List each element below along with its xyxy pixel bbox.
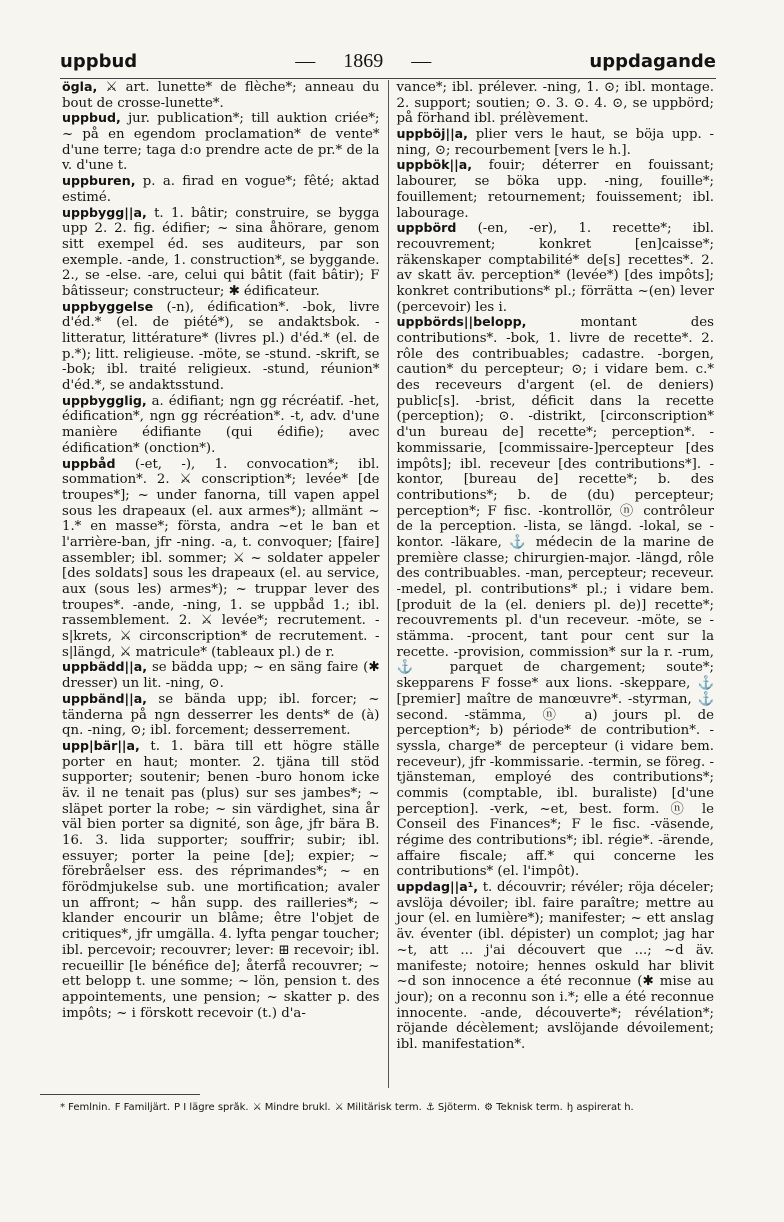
dictionary-entry: [62, 174, 380, 205]
dictionary-entry: [397, 158, 715, 221]
footer-rule: [40, 1094, 200, 1095]
dictionary-entry: [62, 80, 380, 111]
dash-right: —: [411, 49, 432, 72]
entry-headword: uppbök||a,: [396, 157, 473, 173]
entry-headword: upp|bär||a,: [62, 737, 140, 753]
entry-headword: uppburen,: [62, 173, 136, 189]
entry-headword: uppbörd: [396, 220, 457, 236]
dictionary-columns: [60, 80, 716, 1088]
entry-definition: se bända upp; ibl. forcer; ~ tänderna på ngn desserrer les dents* de (à) qn. -ning, ⊙; ibl. forcement; desserrement.: [62, 691, 380, 739]
dictionary-entry: [62, 394, 380, 457]
entry-headword: uppbåd: [62, 455, 116, 471]
dictionary-entry: [62, 739, 380, 1021]
entry-definition: t. 1. bära till ett högre ställe porter en haut; monter. 2. tjäna till stöd supporter; soutenir; benen -buro honom icke äv. il ne tenait pas (plus) sur ses jambes*; ~ släpet porter la robe; ~ sin värdighet, sina år väl bien porter sa dignité, son âge, jfr bära B. 16. 3. lida supporter; souffrir; subir; ibl. essuyer; porter la peine [de]; expier; ~ förebråelser ess. des réprimandes*; ~ en förödmjukelse sub. une mortification; avaler un affront; ~ hån supp. des railleries*; ~ klander encourir un blâme; être l'objet de critiques*, jfr umgälla. 4. lyfta pengar toucher; ibl. percevoir; recouvrer; lever: ⊞ recevoir; ibl. recueillir [le bénéfice de]; återfå recouvrer; ~ ett belopp t. une somme; ~ lön, pension t. des appointements, une pension; ~ skatter p. des impôts; ~ i förskott recevoir (t.) d'a-: [62, 738, 380, 1021]
entry-definition: a. édifiant; ngn gg récréatif. -het, édification*, ngn gg récréation*. -t, adv. d'une manière édifiante (qui édifie); avec édification* (onction*).: [62, 393, 380, 456]
dictionary-entry: [397, 80, 715, 127]
entry-headword: uppbänd||a,: [62, 690, 147, 706]
entry-definition: t. découvrir; révéler; röja déceler; avslöja dévoiler; ibl. faire paraître; mettre au jour (el. en lumière*); manifester; ~ ett anslag äv. éventer (ibl. dépister) un complot; jag har ~t, att ... j'ai découvert que ...; ~d äv. manifeste; notoire; hennes oskuld har blivit ~d son innocence a été reconnue (✱ mise au jour); on a reconnu son i.*; elle a été reconnue innocente. -ande, découverte*; révélation*; röjande décèlement; avslöjande dévoilement; ibl. manifestation*.: [396, 880, 714, 1052]
page-number: 1869: [343, 49, 384, 72]
entry-headword: uppdag||a¹,: [396, 879, 479, 895]
page-header: [60, 44, 716, 79]
entry-headword: ögla,: [62, 80, 98, 94]
legend-item: ⚓ Sjöterm.: [425, 1102, 481, 1113]
legend-item: ⚔ Mindre brukl.: [252, 1102, 331, 1113]
entry-headword: uppbädd||a,: [62, 659, 148, 675]
entry-definition: montant des contributions*. -bok, 1. livre de recette*. 2. rôle des contribuables; cadastre. -borgen, caution* du percepteur; ⊙; i vidare bem. c.* des receveurs d'argent (el. de deniers) public[s]. -brist, déficit dans la recette (perception); ⊙. -distrikt, [circonscription* d'un bureau de] recette*; perception*. -kommissarie, [commissaire-]percepteur [des impôts]; ibl. receveur [des contributions*]. -kontor, [bureau de] recette*; b. des contributions*; b. de (du) percepteur; perception*; F fisc. -kontrollör, ⓝ contrôleur de la perception. -lista, se längd. -lokal, se -kontor. -läkare, ⚓ médecin de la marine de première classe; chirurgien-major. -längd, rôle des contribuables. -man, percepteur; receveur. -medel, pl. contributions* pl.; i vidare bem. [produit de la (el. deniers pl. de)] recette*; recouvrements pl. d'un receveur. -möte, se -stämma. -procent, tant pour cent sur la recette. -provision, commission* sur la r. -rum, ⚓ parquet de chargement; soute*; skepparens F fosse* aux lions. -skeppare, ⚓ [premier] maître de manœuvre*. -styrman, ⚓ second. -stämma, ⓝ a) jours pl. de perception*; b) période* de contribution*. -syssla, charge* de percepteur (i vidare bem. receveur), jfr -kommissarie. -termin, se föreg. -tjänsteman, employé des contributions*; commis (comptable, ibl. buraliste) [d'une perception]. -verk, ~et, best. form. ⓝ le Conseil des Finances*; F le fisc. -väsende, régime des contributions*; ibl. régie*. -ärende, affaire fiscale; aff.* qui concerne les contributions* (el. l'impôt).: [396, 315, 714, 880]
entry-headword: uppbygg||a,: [62, 204, 147, 220]
entry-headword: uppbud,: [62, 110, 121, 126]
column-left: [60, 80, 388, 1088]
entry-headword: uppböj||a,: [396, 126, 468, 142]
legend-item: P I lägre språk.: [174, 1102, 249, 1113]
legend-item: ⚔ Militärisk term.: [334, 1102, 422, 1113]
entry-definition: (-et, -), 1. convocation*; ibl. sommation*. 2. ⚔ conscription*; levée* [de troupes*]; ~ under fanorna, till vapen appel sous les drapeaux (el. aux armes*); allmänt ~ 1.* en masse*; första, andra ~et le ban et l'arrière-ban, jfr -ning. -a, t. convoquer; [faire] assembler; ibl. sommer; ⚔ ~ soldater appeler [des soldats] sous les drapeaux (el. au service, aux (sous les) armes*); ~ truppar lever des troupes*. -ande, -ning, 1. se uppbåd 1.; ibl. rassemblement. 2. ⚔ levée*; recrutement. -s|krets, ⚔ circonscription* de recrutement. -s|längd, ⚔ matricule* (tableaux pl.) de r.: [62, 456, 380, 660]
dictionary-entry: [397, 127, 715, 158]
entry-headword: uppbygglig,: [62, 392, 147, 408]
entry-definition: p. a. firad en vogue*; fêté; aktad estimé.: [62, 174, 380, 205]
dictionary-entry: [397, 315, 715, 880]
page-number-block: [281, 50, 445, 73]
legend-item: ⚙ Teknisk term.: [484, 1102, 563, 1113]
entry-definition: vance*; ibl. prélever. -ning, 1. ⊙; ibl. montage. 2. support; soutien; ⊙. 3. ⊙. 4. ⊙, se uppbörd; på förhand ibl. prélèvement.: [396, 80, 714, 127]
left-running-head: uppbud: [60, 50, 138, 72]
legend-item: ꜧ aspirerat h.: [566, 1102, 634, 1113]
dictionary-entry: [62, 660, 380, 691]
entry-definition: se bädda upp; ~ en säng faire (✱ dresser) un lit. -ning, ⊙.: [62, 660, 380, 692]
entry-definition: (-n), édification*. -bok, livre d'éd.* (el. de piété*), se andaktsbok. -litteratur, littérature* (livres pl.) d'éd.* (el. de p.*); litt. religieuse. -möte, se -stund. -skrift, se -bok; ibl. traité religieux. -stund, réunion* d'éd.*, se andaktsstund.: [62, 299, 380, 394]
entry-definition: plier vers le haut, se böja upp. -ning, ⊙; recourbement [vers le h.].: [396, 127, 714, 158]
column-right: [388, 80, 717, 1088]
dictionary-entry: [62, 300, 380, 394]
entry-definition: (-en, -er), 1. recette*; ibl. recouvrement; konkret [en]caisse*; räkenskaper comptabilité* de[s] recettes*. 2. av skatt äv. perception* (levée*) [des impôts]; konkret contributions* pl.; förrätta ~(en) lever (percevoir) les i.: [396, 221, 714, 315]
entry-headword: uppbyggelse: [62, 298, 154, 314]
dictionary-entry: [397, 880, 715, 1053]
entry-headword: uppbörds||belopp,: [396, 314, 527, 330]
dictionary-entry: [62, 111, 380, 174]
right-running-head: uppdagande: [589, 50, 716, 72]
dictionary-entry: [62, 457, 380, 661]
legend-item: * Femlnin.: [60, 1102, 111, 1113]
dictionary-entry: [397, 221, 715, 315]
abbreviation-legend: [60, 1102, 744, 1120]
legend-item: F Familjärt.: [114, 1102, 171, 1113]
entry-definition: jur. publication*; till auktion criée*; ~ på en egendom proclamation* de vente* d'une terre; taga d:o prendre acte de pr.* de la v. d'une t.: [62, 111, 380, 174]
dictionary-entry: [62, 206, 380, 300]
dictionary-entry: [62, 692, 380, 739]
entry-definition: fouir; déterrer en fouissant; labourer, se böka upp. -ning, fouille*; fouillement; retournement; fouissement; ibl. labourage.: [396, 158, 714, 221]
dash-left: —: [295, 49, 316, 72]
entry-definition: ⚔ art. lunette* de flèche*; anneau du bout de crosse-lunette*.: [62, 80, 380, 111]
entry-definition: t. 1. bâtir; construire, se bygga upp 2. 2. fig. édifier; ~ sina åhörare, genom sitt exempel éd. ses auditeurs, par son exemple. -ande, 1. construction*, se byggande. 2., se -else. -are, celui qui bâtit (fait bâtir); F bâtisseur; constructeur; ✱ édificateur.: [62, 205, 380, 299]
